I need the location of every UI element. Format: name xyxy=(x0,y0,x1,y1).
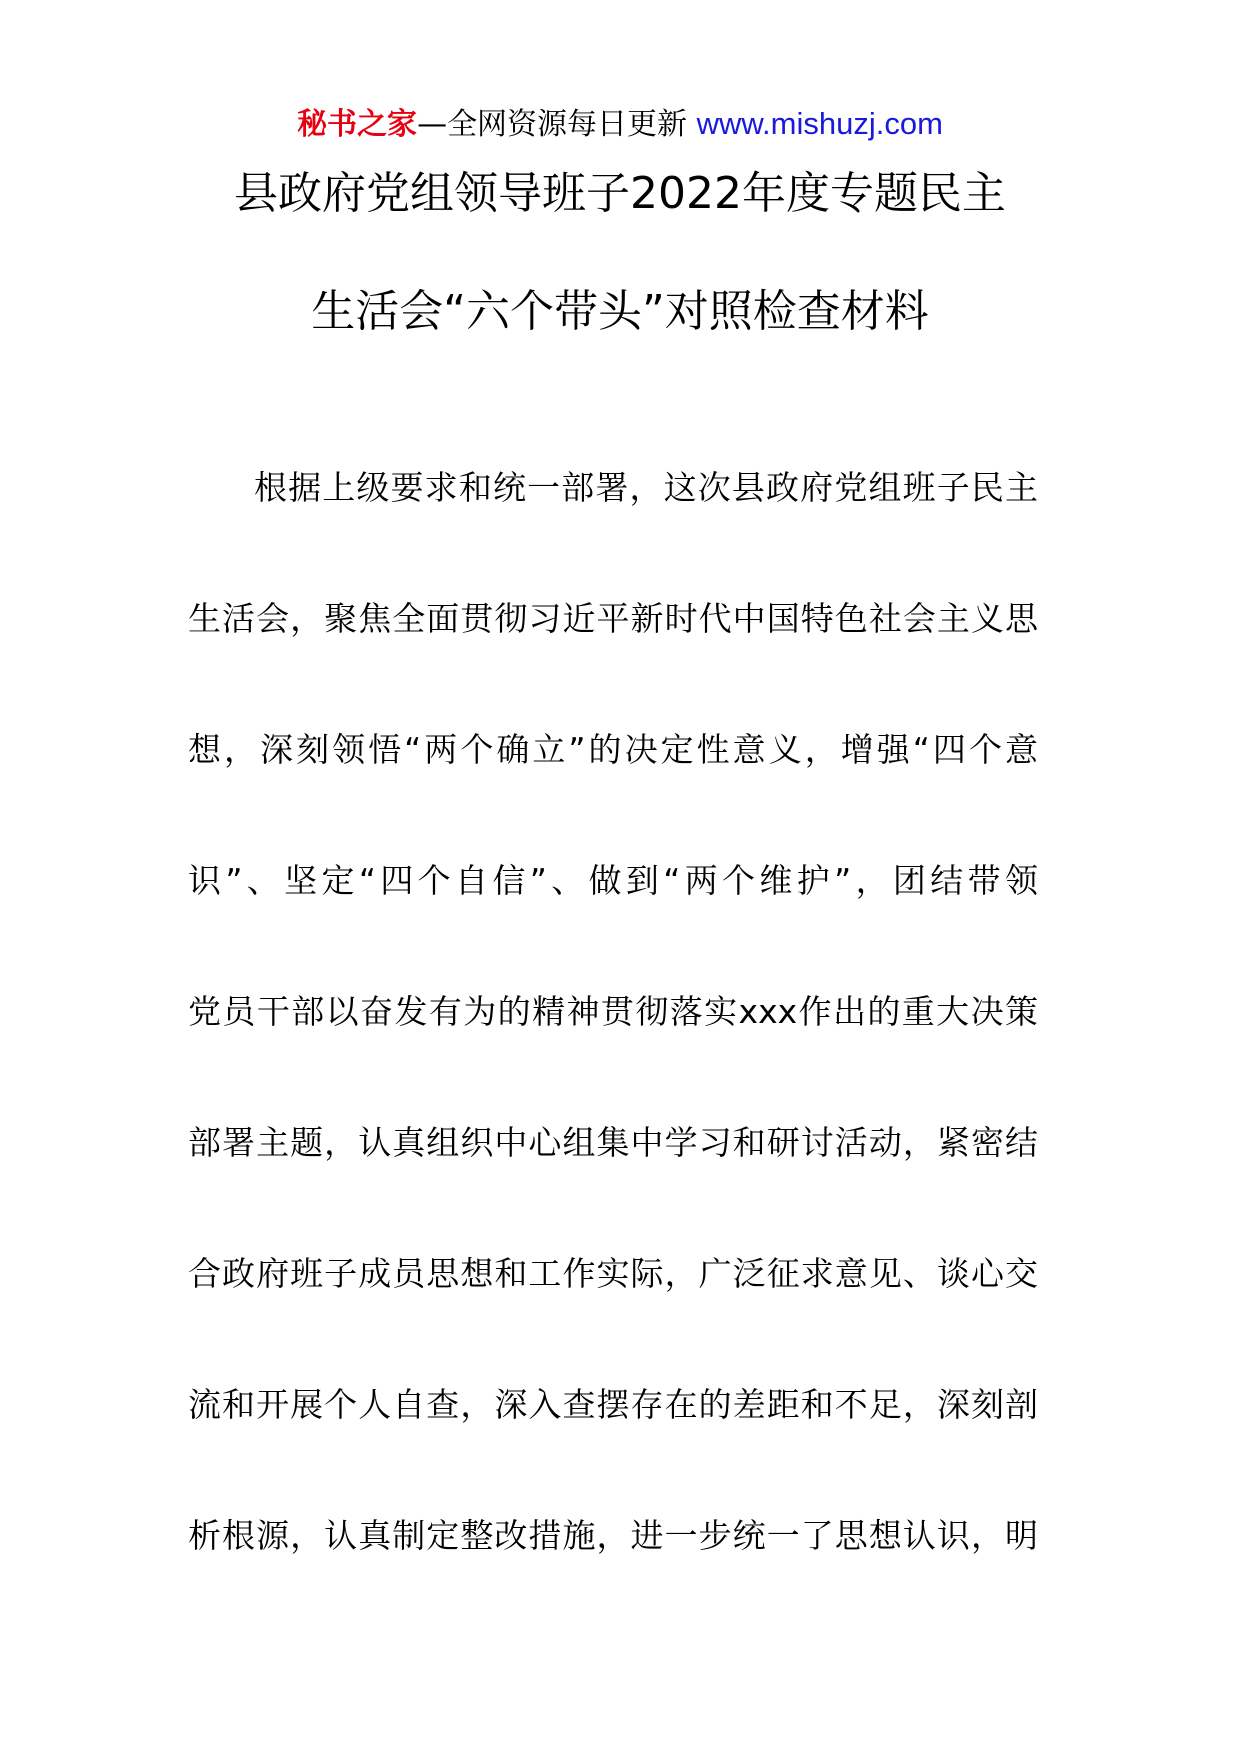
document-title-line-1: 县政府党组领导班子2022年度专题民主 xyxy=(234,168,1006,219)
body-line: 根据上级要求和统一部署，这次县政府党组班子民主 xyxy=(254,468,1038,507)
body-line: 析根源，认真制定整改措施，进一步统一了思想认识，明 xyxy=(188,1516,1038,1555)
body-line: 合政府班子成员思想和工作实际，广泛征求意见、谈心交 xyxy=(188,1254,1038,1293)
site-url-link[interactable]: www.mishuzj.com xyxy=(696,106,943,141)
site-header xyxy=(0,104,1240,145)
body-line: 部署主题，认真组织中心组集中学习和研讨活动，紧密结 xyxy=(188,1123,1038,1162)
document-title-line-2: 生活会“六个带头”对照检查材料 xyxy=(311,286,929,337)
body-line: 流和开展个人自查，深入查摆存在的差距和不足，深刻剖 xyxy=(188,1385,1038,1424)
site-tagline: —全网资源每日更新 xyxy=(417,107,688,142)
body-line: 想，深刻领悟“两个确立”的决定性意义，增强“四个意 xyxy=(188,730,1038,769)
site-brand: 秘书之家 xyxy=(297,107,418,142)
document-body xyxy=(188,468,1038,1647)
body-line: 识”、坚定“四个自信”、做到“两个维护”，团结带领 xyxy=(188,861,1038,900)
body-line: 生活会，聚焦全面贯彻习近平新时代中国特色社会主义思 xyxy=(188,599,1038,638)
body-line: 党员干部以奋发有为的精神贯彻落实xxx作出的重大决策 xyxy=(188,992,1038,1031)
